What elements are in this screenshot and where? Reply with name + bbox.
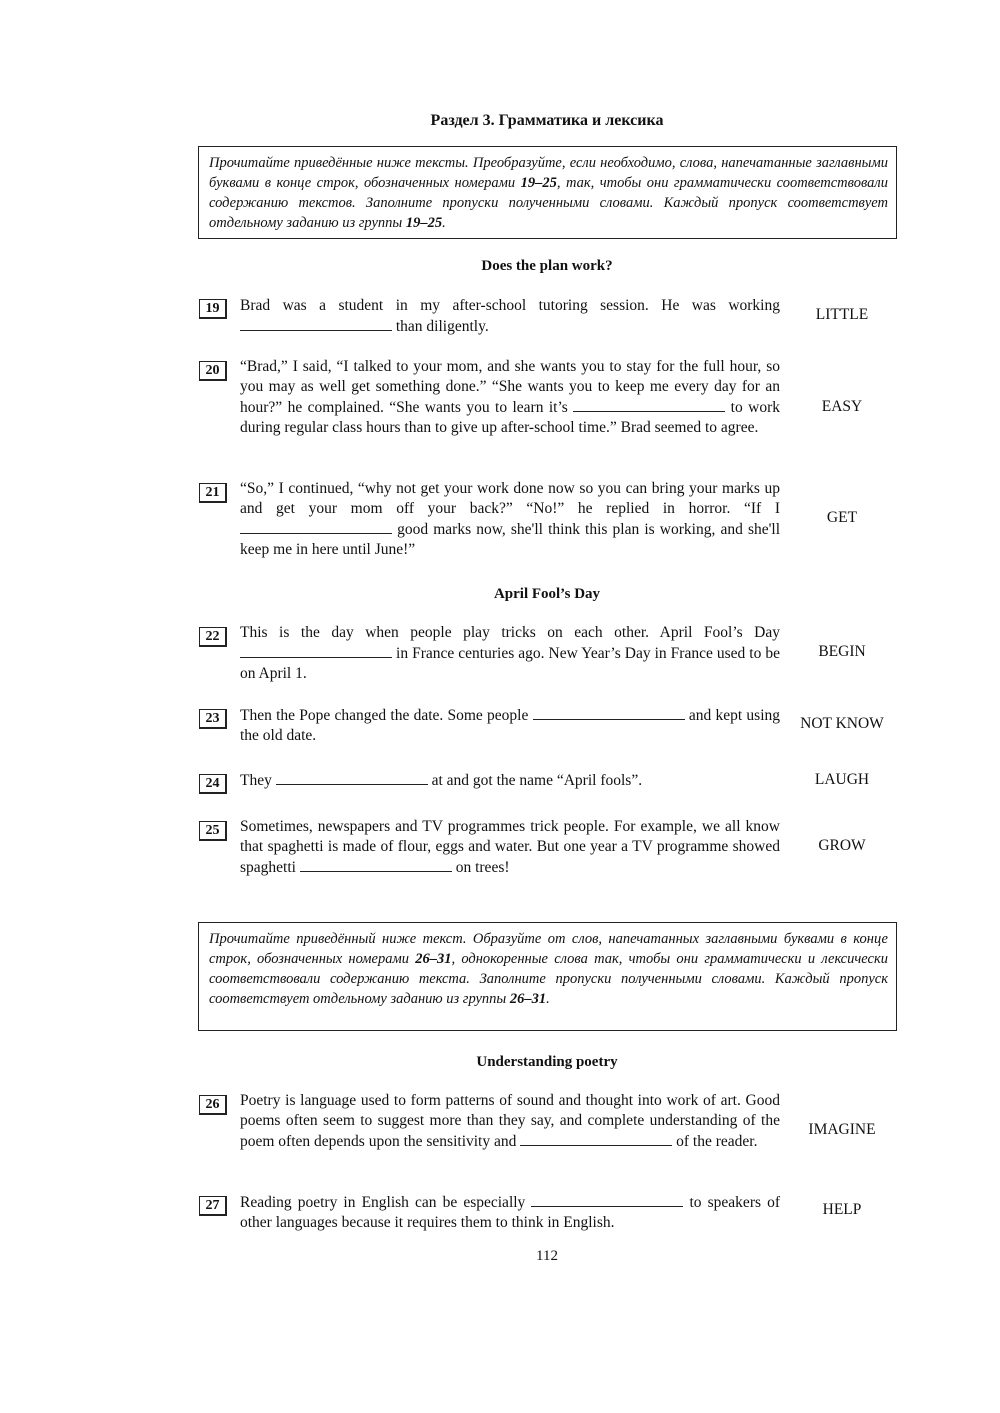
instructions-range: 26–31 (415, 951, 452, 967)
text-title-april: April Fool’s Day (493, 586, 601, 602)
task-text-after: to work during regular class hours than to give up after-school time.” Brad seemed to agree. (240, 399, 780, 436)
instructions-box-2 (198, 922, 897, 1031)
task-text-before: Poetry is language used to form patterns of sound and thought into work of art. Good poems often seem to suggest more than they say, and complete understanding of the poem often depends upon the sensitivity and (240, 1092, 780, 1150)
task-text-before: “Brad,” I said, “I talked to your mom, and she wants you to stay for the full hour, so you may as well get something done.” “She wants you to keep me every day for an hour?” he complained. “She wants you to learn it’s (240, 358, 780, 416)
instructions-text: , однокоренные слова так, чтобы они грамматически и лексически соответствовали содержанию текста. Заполните пропуски полученными словами. Каждый пропуск соответствует отдельному заданию из группы (209, 951, 888, 1007)
task-text-before: Reading poetry in English can be especially (240, 1194, 526, 1211)
page-number: 112 (536, 1248, 558, 1264)
task-text-after: and kept using the old date. (240, 707, 781, 744)
instructions-text: . (546, 991, 550, 1007)
answer-blank[interactable] (240, 316, 392, 331)
task-text (240, 705, 780, 746)
task-text (240, 357, 780, 438)
instructions-text: Прочитайте приведённые ниже тексты. Преобразуйте, если необходимо, слова, напечатанные заглавными буквами в конце строк, обозначенных номерами (209, 155, 888, 191)
instructions-text: Прочитайте приведённый ниже текст. Образуйте от слов, напечатанных заглавными буквами в конце строк, обозначенных номерами (209, 931, 888, 967)
task-number: 19 (199, 299, 227, 319)
answer-blank[interactable] (533, 705, 685, 720)
task-number: 21 (199, 483, 227, 503)
task-text-before: This is the day when people play tricks on each other. April Fool’s Day (240, 624, 780, 641)
task-number: 20 (199, 361, 227, 381)
source-word: EASY (821, 398, 863, 415)
task-text-before: Sometimes, newspapers and TV programmes trick people. For example, we all know that spaghetti is made of flour, eggs and water. But one year a TV programme showed spaghetti (240, 818, 780, 876)
task-number: 24 (199, 774, 227, 794)
task-text-before: Brad was a student in my after-school tutoring session. He was working (240, 297, 780, 314)
answer-blank[interactable] (520, 1131, 672, 1146)
text-title-poetry: Understanding poetry (476, 1054, 618, 1070)
task-text-before: They (240, 772, 272, 789)
source-word: NOT KNOW (800, 715, 884, 732)
task-text-after: to speakers of other languages because it requires them to think in English. (240, 1194, 781, 1231)
task-text (240, 770, 780, 791)
answer-blank[interactable] (531, 1192, 683, 1207)
answer-blank[interactable] (240, 519, 392, 534)
task-text (240, 479, 780, 560)
task-text-before: Then the Pope changed the date. Some people (240, 707, 529, 724)
answer-blank[interactable] (240, 643, 392, 658)
section-title: Раздел 3. Грамматика и лексика (430, 112, 664, 129)
instructions-box-1 (198, 146, 897, 239)
instructions-range: 26–31 (509, 991, 547, 1007)
task-text (240, 623, 780, 684)
task-text (240, 817, 780, 878)
task-text-after: in France centuries ago. New Year’s Day in France used to be on April 1. (240, 645, 781, 682)
task-text (240, 296, 780, 337)
task-text-after: good marks now, she'll think this plan is working, and she'll keep me in here until June!” (240, 521, 781, 558)
task-text (240, 1091, 780, 1152)
task-text-after: on trees! (455, 859, 510, 876)
answer-blank[interactable] (300, 857, 452, 872)
source-word: GROW (818, 837, 866, 854)
source-word: LITTLE (815, 306, 869, 323)
task-number: 22 (199, 627, 227, 647)
task-text-after: at and got the name “April fools”. (431, 772, 643, 789)
source-word: LAUGH (814, 771, 870, 788)
task-number: 23 (199, 709, 227, 729)
answer-blank[interactable] (573, 397, 725, 412)
instructions-range: 19–25 (520, 175, 557, 191)
instructions-text: , так, чтобы они грамматически соответствовали содержанию текстов. Заполните пропуски полученными словами. Каждый пропуск соответствует отдельному заданию из группы (209, 175, 888, 231)
task-number: 26 (199, 1095, 227, 1115)
instructions-text: . (442, 215, 446, 231)
task-number: 27 (199, 1196, 227, 1216)
source-word: BEGIN (818, 643, 866, 660)
task-text-after: of the reader. (676, 1133, 758, 1150)
source-word: IMAGINE (808, 1121, 876, 1138)
answer-blank[interactable] (276, 770, 428, 785)
instructions-range: 19–25 (405, 215, 443, 231)
task-text (240, 1192, 780, 1233)
task-text-before: “So,” I continued, “why not get your work done now so you can bring your marks up and get your mom off your back?” “No!” he replied in horror. “If I (240, 480, 780, 517)
text-title-plan: Does the plan work? (481, 258, 613, 274)
task-text-after: than diligently. (395, 318, 489, 335)
task-number: 25 (199, 821, 227, 841)
source-word: HELP (822, 1201, 862, 1218)
source-word: GET (826, 509, 858, 526)
